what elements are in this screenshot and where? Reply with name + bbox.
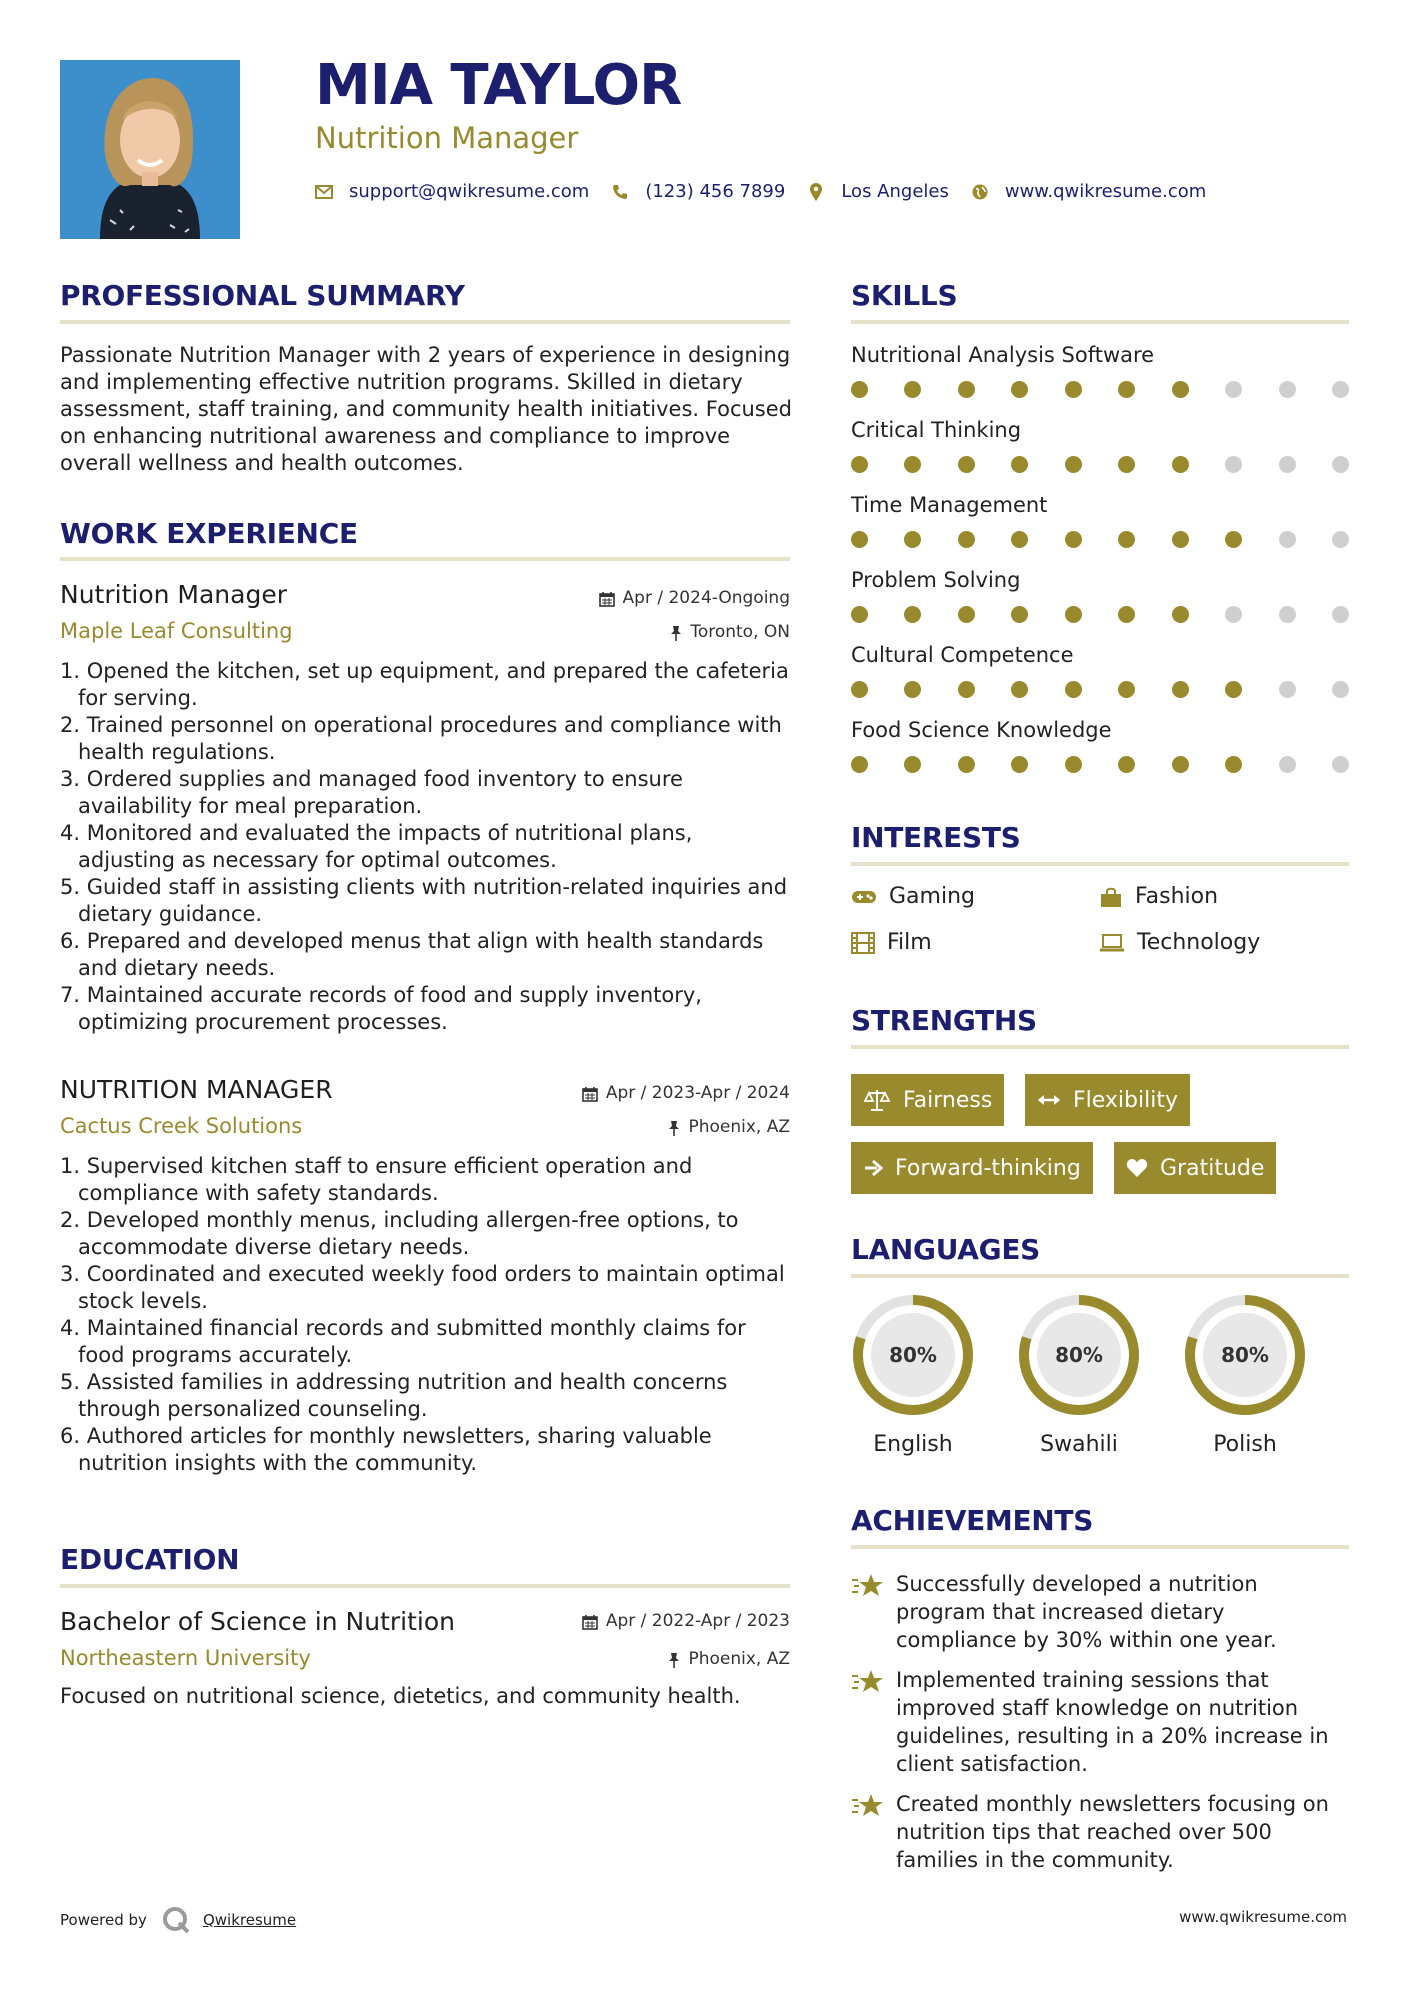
interest-gaming (851, 886, 975, 908)
job-date-text: Apr / 2023-Apr / 2024 (605, 1083, 790, 1103)
duty-item: 6. Prepared and developed menus that align with health standards and dietary needs. (60, 929, 764, 980)
duty-item: 1. Supervised kitchen staff to ensure efficient operation and compliance with safety standards. (60, 1154, 693, 1205)
footer-brand (60, 1905, 296, 1935)
scale-icon (863, 1088, 891, 1112)
skill-rating (851, 606, 1349, 623)
rating-dot-filled (1011, 606, 1028, 623)
strength-badge (851, 1142, 1093, 1194)
interest-film (851, 932, 932, 954)
skill-name: Critical Thinking (851, 418, 1022, 442)
rating-dot-filled (904, 756, 921, 773)
language-ring (1180, 1290, 1310, 1420)
rating-dot-empty (1225, 456, 1242, 473)
skill-rating (851, 381, 1349, 398)
skill-name: Problem Solving (851, 568, 1021, 592)
rating-dot-filled (1172, 381, 1189, 398)
email-link[interactable]: support@qwikresume.com (349, 181, 590, 202)
rating-dot-filled (1065, 681, 1082, 698)
achievement-text: Created monthly newsletters focusing on nutrition tips that reached over 500 families in the community. (896, 1792, 1329, 1872)
qwikresume-logo-icon (161, 1905, 191, 1935)
education-date-text: Apr / 2022-Apr / 2023 (605, 1611, 790, 1631)
gamepad-icon (851, 889, 877, 905)
degree-title: Bachelor of Science in Nutrition (60, 1607, 456, 1636)
education-divider (60, 1584, 790, 1588)
strength-label: Flexibility (1073, 1087, 1178, 1113)
summary-divider (60, 320, 790, 324)
languages-heading: LANGUAGES (851, 1233, 1041, 1266)
skill-row (851, 645, 1349, 720)
star-icon (851, 1572, 885, 1600)
school-name: Northeastern University (60, 1646, 311, 1670)
education-location (668, 1651, 790, 1668)
rating-dot-empty (1279, 531, 1296, 548)
star-icon (851, 1792, 885, 1820)
skill-row (851, 420, 1349, 495)
duty-item: 7. Maintained accurate records of food and supply inventory, optimizing procurement processes. (60, 983, 702, 1034)
language-percent: 80% (1221, 1343, 1269, 1367)
skill-name: Time Management (851, 493, 1048, 517)
languages-divider (851, 1274, 1349, 1278)
achievement-text: Implemented training sessions that improved staff knowledge on nutrition guidelines, resulting in a 20% increase in client satisfaction. (896, 1668, 1329, 1776)
job-entry (60, 582, 790, 1036)
rating-dot-empty (1332, 531, 1349, 548)
skill-row (851, 345, 1349, 420)
skill-name: Cultural Competence (851, 643, 1074, 667)
job-location (670, 624, 790, 641)
rating-dot-filled (1172, 531, 1189, 548)
rating-dot-empty (1332, 381, 1349, 398)
rating-dot-filled (958, 456, 975, 473)
profile-photo (60, 60, 240, 239)
rating-dot-filled (851, 756, 868, 773)
portrait-image (60, 60, 240, 239)
experience-heading: WORK EXPERIENCE (60, 517, 358, 550)
skill-name: Nutritional Analysis Software (851, 343, 1155, 367)
rating-dot-filled (1172, 456, 1189, 473)
interest-label: Fashion (1135, 884, 1219, 909)
duty-item: 1. Opened the kitchen, set up equipment, and prepared the cafeteria for serving. (60, 659, 789, 710)
rating-dot-filled (904, 681, 921, 698)
star-icon (851, 1668, 885, 1696)
rating-dot-empty (1279, 681, 1296, 698)
contact-bar (315, 181, 1228, 202)
pushpin-icon (670, 625, 682, 641)
duty-item: 6. Authored articles for monthly newsletters, sharing valuable nutrition insights with the community. (60, 1424, 712, 1475)
achievement-text: Successfully developed a nutrition program that increased dietary compliance by 30% within one year. (896, 1572, 1277, 1652)
calendar-icon (582, 1614, 598, 1630)
achievement-item (851, 1666, 1351, 1778)
skill-rating (851, 681, 1349, 698)
rating-dot-empty (1225, 381, 1242, 398)
qwikresume-link[interactable]: Qwikresume (202, 1910, 297, 1929)
rating-dot-empty (1332, 606, 1349, 623)
duty-item: 3. Ordered supplies and managed food inventory to ensure availability for meal preparation. (60, 767, 683, 818)
education-date (582, 1613, 790, 1630)
rating-dot-filled (1118, 381, 1135, 398)
duty-item: 4. Maintained financial records and submitted monthly claims for food programs accurately. (60, 1316, 746, 1367)
rating-dot-empty (1332, 681, 1349, 698)
rating-dot-filled (851, 606, 868, 623)
calendar-icon (582, 1086, 598, 1102)
rating-dot-filled (1172, 606, 1189, 623)
footer-website[interactable]: www.qwikresume.com (1179, 1908, 1347, 1926)
achievement-item (851, 1790, 1351, 1874)
rating-dot-filled (1225, 531, 1242, 548)
location-pin-icon (807, 183, 825, 201)
job-title: NUTRITION MANAGER (60, 1075, 333, 1104)
strengths-heading: STRENGTHS (851, 1004, 1037, 1037)
duty-list (60, 658, 795, 1036)
interests-divider (851, 862, 1349, 866)
job-location (668, 1119, 790, 1136)
achievements-divider (851, 1545, 1349, 1549)
calendar-icon (599, 591, 615, 607)
duty-list (60, 1153, 795, 1477)
languages-list (848, 1290, 1348, 1470)
rating-dot-filled (1118, 531, 1135, 548)
rating-dot-filled (1225, 681, 1242, 698)
rating-dot-filled (958, 531, 975, 548)
rating-dot-filled (1011, 456, 1028, 473)
pushpin-icon (668, 1120, 680, 1136)
job-location-text: Phoenix, AZ (688, 1117, 790, 1137)
rating-dot-empty (1225, 606, 1242, 623)
rating-dot-filled (1225, 756, 1242, 773)
duty-item: 5. Guided staff in assisting clients with nutrition-related inquiries and dietary guidance. (60, 875, 788, 926)
language-name: Polish (1213, 1432, 1277, 1457)
rating-dot-filled (1118, 756, 1135, 773)
strength-badge (1114, 1142, 1276, 1194)
language-item (848, 1290, 978, 1456)
rating-dot-empty (1279, 381, 1296, 398)
rating-dot-filled (1118, 606, 1135, 623)
bag-icon (1099, 886, 1123, 908)
interest-fashion (1099, 886, 1218, 908)
rating-dot-filled (1065, 756, 1082, 773)
rating-dot-filled (851, 531, 868, 548)
rating-dot-filled (1011, 756, 1028, 773)
language-item (1014, 1290, 1144, 1456)
interests-heading: INTERESTS (851, 821, 1021, 854)
rating-dot-filled (958, 756, 975, 773)
rating-dot-filled (1172, 681, 1189, 698)
rating-dot-filled (1065, 531, 1082, 548)
language-percent: 80% (889, 1343, 937, 1367)
phone-number[interactable]: (123) 456 7899 (645, 181, 786, 202)
rating-dot-filled (851, 681, 868, 698)
language-name: Swahili (1040, 1432, 1118, 1457)
skill-rating (851, 756, 1349, 773)
rating-dot-filled (904, 456, 921, 473)
interest-label: Film (887, 930, 932, 955)
rating-dot-empty (1332, 456, 1349, 473)
company-name: Cactus Creek Solutions (60, 1114, 303, 1138)
language-ring (848, 1290, 978, 1420)
language-ring (1014, 1290, 1144, 1420)
strength-label: Fairness (903, 1087, 993, 1113)
rating-dot-filled (958, 681, 975, 698)
education-entry (60, 1609, 790, 1710)
rating-dot-filled (904, 381, 921, 398)
pushpin-icon (668, 1652, 680, 1668)
achievement-item (851, 1570, 1351, 1654)
duty-item: 2. Developed monthly menus, including allergen-free options, to accommodate diverse dietary needs. (60, 1208, 739, 1259)
interest-label: Gaming (889, 884, 975, 909)
arrow-right-icon (863, 1159, 883, 1177)
skills-divider (851, 320, 1349, 324)
skill-row (851, 570, 1349, 645)
rating-dot-filled (1011, 531, 1028, 548)
skill-rating (851, 531, 1349, 548)
achievements-heading: ACHIEVEMENTS (851, 1504, 1094, 1537)
job-location-text: Toronto, ON (690, 622, 790, 642)
education-heading: EDUCATION (60, 1543, 240, 1576)
website-link[interactable]: www.qwikresume.com (1004, 181, 1207, 202)
phone-icon (611, 183, 629, 201)
strength-label: Gratitude (1160, 1155, 1265, 1181)
company-name: Maple Leaf Consulting (60, 619, 293, 643)
duty-item: 3. Coordinated and executed weekly food orders to maintain optimal stock levels. (60, 1262, 785, 1313)
candidate-title: Nutrition Manager (315, 121, 579, 155)
skills-heading: SKILLS (851, 279, 958, 312)
rating-dot-filled (904, 606, 921, 623)
strength-label: Forward-thinking (895, 1155, 1081, 1181)
rating-dot-filled (1065, 606, 1082, 623)
interest-label: Technology (1137, 930, 1261, 955)
rating-dot-filled (1118, 456, 1135, 473)
rating-dot-filled (1172, 756, 1189, 773)
job-date (582, 1085, 790, 1102)
job-title: Nutrition Manager (60, 580, 287, 609)
duty-item: 4. Monitored and evaluated the impacts of nutritional plans, adjusting as necessary for optimal outcomes. (60, 821, 693, 872)
duty-item: 2. Trained personnel on operational procedures and compliance with health regulations. (60, 713, 782, 764)
rating-dot-empty (1279, 606, 1296, 623)
rating-dot-empty (1279, 756, 1296, 773)
interest-technology (1099, 932, 1260, 954)
rating-dot-empty (1279, 456, 1296, 473)
rating-dot-filled (851, 456, 868, 473)
strength-badge (1025, 1074, 1190, 1126)
rating-dot-filled (1065, 381, 1082, 398)
powered-by-text: Powered by (60, 1910, 147, 1929)
education-location-text: Phoenix, AZ (688, 1649, 790, 1669)
rating-dot-filled (851, 381, 868, 398)
laptop-icon (1099, 933, 1125, 953)
summary-text: Passionate Nutrition Manager with 2 years of experience in designing and implementing effective nutrition programs. Skilled in dietary assessment, staff training, and community health initiatives. Focused on enhancing nutritional awareness and compliance to improve overall wellness and health outcomes. (60, 343, 792, 475)
globe-icon (971, 183, 989, 201)
education-description: Focused on nutritional science, dietetics, and community health. (60, 1684, 741, 1708)
rating-dot-empty (1332, 756, 1349, 773)
job-date-text: Apr / 2024-Ongoing (622, 588, 790, 608)
strength-badge (851, 1074, 1004, 1126)
achievements-list (851, 1570, 1351, 1874)
skill-row (851, 495, 1349, 570)
rating-dot-filled (958, 381, 975, 398)
rating-dot-filled (1011, 681, 1028, 698)
rating-dot-filled (1118, 681, 1135, 698)
film-icon (851, 932, 875, 954)
duty-item: 5. Assisted families in addressing nutrition and health concerns through personalized counseling. (60, 1370, 728, 1421)
candidate-name: MIA TAYLOR (315, 53, 682, 118)
arrows-horizontal-icon (1037, 1093, 1061, 1107)
job-entry (60, 1077, 790, 1477)
rating-dot-filled (904, 531, 921, 548)
experience-divider (60, 557, 790, 561)
language-name: English (873, 1432, 953, 1457)
rating-dot-filled (1065, 456, 1082, 473)
skill-rating (851, 456, 1349, 473)
language-percent: 80% (1055, 1343, 1103, 1367)
rating-dot-filled (1011, 381, 1028, 398)
rating-dot-filled (958, 606, 975, 623)
heart-icon (1126, 1158, 1148, 1178)
summary-heading: PROFESSIONAL SUMMARY (60, 279, 465, 312)
strengths-divider (851, 1045, 1349, 1049)
location-text: Los Angeles (841, 181, 949, 202)
skill-name: Food Science Knowledge (851, 718, 1112, 742)
skills-list (851, 345, 1349, 795)
skill-row (851, 720, 1349, 795)
language-item (1180, 1290, 1310, 1456)
email-icon (315, 183, 333, 201)
job-date (599, 590, 790, 607)
